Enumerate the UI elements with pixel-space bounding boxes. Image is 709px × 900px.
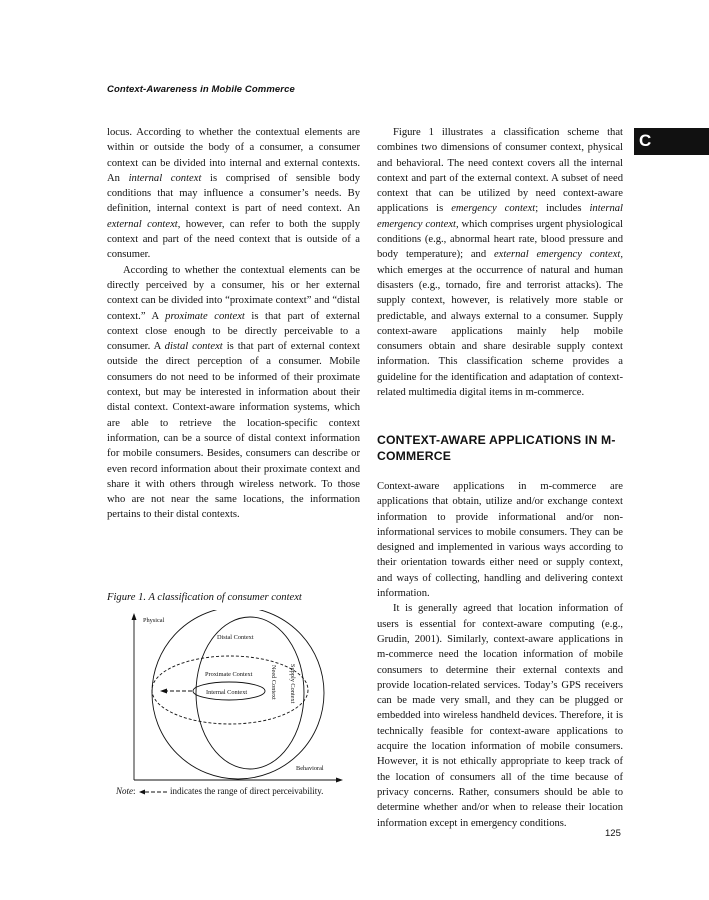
- context-classification-figure: [110, 610, 350, 800]
- left-paragraph-2: According to whether the contextual elements can be directly perceived by a consumer, his or her external context can be divided into “proximate context” and “distal context.” A proximate context is that part of external context close enough to be directly perceivable to a consumer. A distal context is that part of external context outside the direct perception of a consumer. Mobile consumers do not need to be informed of their proximate context, but may be interested in information about their distal context. Context-aware information systems, which are able to retrieve the location-specific context information, can be a source of distal context information for mobile consumers. Besides, consumers can describe or even record information about their proximate context and share it with others through wireless network. To those who are not near the same locations, the information pertains to their distal contexts.: [107, 264, 361, 521]
- right-paragraph-1: Figure 1 illustrates a classification scheme that combines two dimensions of consumer context, physical and behavioral. The need context covers all the internal context and part of the external context. A subset of need context that can be utilized by need context-aware applications is emergency context; includes internal emergency context, which comprises urgent physiological conditions (e.g., abnormal heart rate, blood pressure and body temperature); and external emergency context, which emerges at the occurrence of natural and human disasters (e.g., tornado, fire and terrorist attacks). The supply context, however, is relatively more stable or predictable, and always external to a consumer. Supply context-aware applications mainly help mobile consumers obtain and share desirable supply context information. This classification scheme provides a guideline for the identification and adaptation of context-related multimedia digital items in m-commerce.: [377, 127, 623, 399]
- need-context-label: Need Context: [270, 665, 277, 700]
- right-column: [377, 125, 623, 400]
- left-column: [107, 125, 360, 523]
- dashed-arrow-icon: [138, 788, 168, 796]
- axis-physical-label: Physical: [143, 617, 165, 624]
- axis-behavioral-label: Behavioral: [296, 765, 324, 772]
- supply-context-label: Supply Context: [289, 664, 296, 704]
- section-tab-letter: C: [639, 131, 652, 150]
- right-paragraph-2: Context-aware applications in m-commerce are applications that obtain, utilize and/or exchange context information to provide informational and/or non-informational services to mobile consumers. They can be designed and implemented in various ways according to their orientation towards either need or supply context, and ways of collecting, handling and delivering context information.: [377, 481, 623, 600]
- figure-note: Note: indicates the range of direct perceivability.: [116, 786, 324, 796]
- proximate-context-label: Proximate Context: [205, 671, 253, 678]
- internal-context-label: Internal Context: [206, 689, 248, 696]
- page-number: 125: [605, 828, 621, 839]
- figure-caption: Figure 1. A classification of consumer context: [107, 592, 302, 603]
- section-heading: CONTEXT-AWARE APPLICATIONS IN M-COMMERCE: [377, 433, 616, 463]
- section-tab: [634, 128, 709, 155]
- right-column-continued: [377, 479, 623, 831]
- running-head: Context-Awareness in Mobile Commerce: [107, 84, 295, 95]
- distal-context-label: Distal Context: [217, 634, 254, 641]
- left-paragraph-1: locus. According to whether the contextual elements are within or outside the body of a consumer, a consumer context can be divided into internal and external contexts. An internal context is comprised of sensible body conditions that may influence a consumer’s needs. By definition, internal context is part of need context. An external context, however, can refer to both the supply context and part of the need context that is outside of a consumer.: [107, 127, 361, 261]
- right-paragraph-3: It is generally agreed that location information of users is essential for context-aware computing (e.g., Grudin, 2001). Similarly, context-aware applications in m-commerce need the location information of mobile consumers to determine their external contexts and provide location-related services. Today’s GPS receivers can be made very small, and they can be plugged or embedded into wireless handheld devices. Therefore, it is technically feasible for context-aware applications to acquire the location information of mobile consumers. However, it is not ethically appropriate to keep track of the location of consumers all of the time because of privacy concerns. Rather, consumers should be able to determine whether and/or when to release their location information except in emergency conditions.: [377, 603, 623, 829]
